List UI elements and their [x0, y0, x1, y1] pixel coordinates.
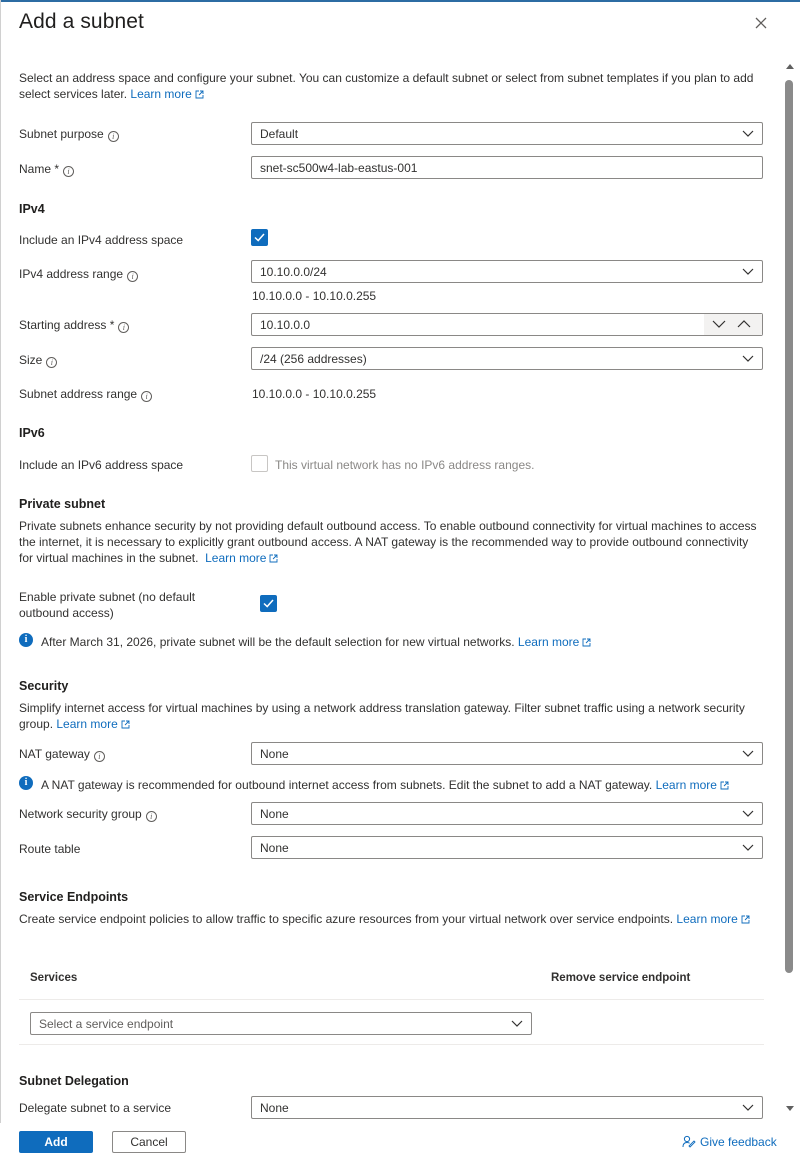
size-label — [19, 352, 57, 368]
scroll-down-arrow-icon[interactable] — [786, 1106, 794, 1111]
scroll-up-arrow-icon[interactable] — [786, 64, 794, 69]
chevron-down-icon — [742, 1102, 754, 1112]
starting-address-label-text: Starting address * — [19, 318, 115, 332]
service-endpoints-learn-more-label: Learn more — [676, 912, 738, 926]
private-subnet-desc-line3: for virtual machines in the subnet. — [19, 551, 199, 565]
ipv6-include-checkbox[interactable] — [251, 455, 268, 472]
panel-header — [0, 0, 800, 60]
subnet-address-range-label — [19, 386, 152, 402]
subnet-purpose-value: Default — [260, 127, 299, 141]
ipv6-include-label: Include an IPv6 address space — [19, 458, 184, 472]
panel-footer — [0, 1123, 800, 1171]
info-circle-icon: i — [19, 776, 33, 790]
chevron-down-icon — [742, 808, 754, 818]
ipv6-disabled-note: This virtual network has no IPv6 address ranges. — [275, 458, 535, 472]
private-subnet-heading: Private subnet — [19, 497, 106, 511]
name-label-text: Name * — [19, 162, 60, 176]
info-circle-icon: i — [19, 633, 33, 647]
delegation-dropdown[interactable] — [251, 1096, 763, 1119]
nsg-dropdown[interactable] — [251, 802, 763, 825]
subnet-purpose-label — [19, 126, 119, 142]
private-subnet-desc-line2: the internet, it is necessary to explicitly grant outbound access. A NAT gateway is the recommended way to provide outbound connectivity — [19, 535, 749, 549]
give-feedback-label: Give feedback — [700, 1135, 777, 1149]
service-endpoints-description — [19, 911, 779, 927]
security-desc-line2: group. — [19, 717, 54, 731]
route-table-value: None — [260, 841, 289, 855]
add-button[interactable]: Add — [19, 1131, 93, 1153]
security-learn-more-label: Learn more — [56, 717, 118, 731]
panel-content[interactable] — [0, 60, 782, 1123]
external-link-icon — [720, 781, 729, 790]
subnet-address-range-value: 10.10.0.0 - 10.10.0.255 — [252, 387, 377, 401]
nsg-label — [19, 806, 157, 822]
private-subnet-learn-more-label: Learn more — [205, 551, 267, 565]
nat-gateway-info-learn-more-link[interactable] — [656, 778, 729, 792]
route-table-dropdown[interactable] — [251, 836, 763, 859]
table-divider — [19, 999, 764, 1000]
ipv6-heading: IPv6 — [19, 426, 45, 440]
delegation-label: Delegate subnet to a service — [19, 1101, 172, 1115]
chevron-down-icon — [742, 266, 754, 276]
nat-gateway-value: None — [260, 747, 289, 761]
info-icon[interactable]: i — [108, 131, 119, 142]
nat-gateway-info-text: A NAT gateway is recommended for outbound internet access from subnets. Edit the subnet to add a NAT gateway. — [41, 778, 653, 792]
size-dropdown[interactable] — [251, 347, 763, 370]
security-desc-line1: Simplify internet access for virtual machines by using a network address translation gateway. Filter subnet traffic using a network security — [19, 701, 745, 715]
service-endpoints-learn-more-link[interactable] — [676, 912, 749, 926]
name-input[interactable] — [251, 156, 763, 179]
private-subnet-info-learn-more-link[interactable] — [518, 635, 591, 649]
nsg-label-text: Network security group — [19, 807, 142, 821]
panel-title: Add a subnet — [19, 10, 144, 33]
service-endpoints-desc-text: Create service endpoint policies to allow traffic to specific azure resources from your virtual network over service endpoints. — [19, 912, 674, 926]
chevron-down-icon — [742, 353, 754, 363]
nat-gateway-label-text: NAT gateway — [19, 747, 90, 761]
chevron-down-icon[interactable] — [712, 319, 726, 329]
security-heading: Security — [19, 679, 69, 693]
enable-private-subnet-label-line2: outbound access) — [19, 606, 114, 620]
info-icon[interactable]: i — [94, 751, 105, 762]
private-subnet-info-text: After March 31, 2026, private subnet will be the default selection for new virtual networks. — [41, 635, 515, 649]
checkmark-icon — [262, 597, 275, 610]
starting-address-input[interactable] — [251, 313, 763, 336]
starting-address-label — [19, 317, 129, 333]
private-subnet-learn-more-link[interactable] — [205, 551, 278, 565]
service-endpoint-placeholder: Select a service endpoint — [39, 1017, 174, 1031]
feedback-icon — [682, 1135, 696, 1148]
delegation-value: None — [260, 1101, 289, 1115]
name-value: snet-sc500w4-lab-eastus-001 — [260, 161, 418, 175]
starting-address-value: 10.10.0.0 — [260, 318, 311, 332]
chevron-down-icon — [511, 1018, 523, 1028]
starting-address-stepper — [704, 314, 762, 335]
nat-gateway-info-learn-more-label: Learn more — [655, 778, 717, 792]
scrollbar-thumb[interactable] — [785, 80, 793, 973]
private-subnet-desc-line1: Private subnets enhance security by not providing default outbound access. To enable outbound connectivity for virtual machines to access — [19, 519, 757, 533]
size-value: /24 (256 addresses) — [260, 352, 367, 366]
ipv4-include-label: Include an IPv4 address space — [19, 233, 184, 247]
info-icon[interactable]: i — [146, 811, 157, 822]
chevron-down-icon — [742, 748, 754, 758]
give-feedback-link[interactable] — [682, 1135, 777, 1149]
private-subnet-info — [41, 634, 591, 650]
subnet-purpose-dropdown[interactable] — [251, 122, 763, 145]
enable-private-subnet-label-line1: Enable private subnet (no default — [19, 590, 196, 604]
nat-gateway-label — [19, 746, 105, 762]
intro-description: Select an address space and configure your subnet. You can customize a default subnet or select from subnet templates if you plan to add select services later. — [19, 71, 754, 101]
external-link-icon — [741, 915, 750, 924]
services-column-header: Services — [30, 972, 78, 984]
external-link-icon — [269, 554, 278, 563]
table-divider — [19, 1044, 764, 1045]
chevron-down-icon — [742, 128, 754, 138]
info-icon[interactable]: i — [141, 391, 152, 402]
security-learn-more-link[interactable] — [56, 717, 129, 731]
vertical-scrollbar[interactable] — [783, 60, 797, 1123]
size-label-text: Size — [19, 353, 43, 367]
info-icon[interactable]: i — [63, 166, 74, 177]
external-link-icon — [582, 638, 591, 647]
info-icon[interactable]: i — [46, 357, 57, 368]
chevron-down-icon — [742, 842, 754, 852]
external-link-icon — [195, 90, 204, 99]
subnet-delegation-heading: Subnet Delegation — [19, 1074, 129, 1088]
ipv4-range-value: 10.10.0.0/24 — [260, 265, 327, 279]
chevron-up-icon[interactable] — [737, 319, 751, 329]
ipv4-range-dropdown[interactable] — [251, 260, 763, 283]
checkmark-icon — [253, 231, 266, 244]
subnet-address-range-label-text: Subnet address range — [19, 387, 138, 401]
external-link-icon — [121, 720, 130, 729]
route-table-label: Route table — [19, 842, 81, 856]
security-description — [19, 700, 779, 732]
nsg-value: None — [260, 807, 289, 821]
nat-gateway-info — [41, 777, 729, 793]
ipv4-heading: IPv4 — [19, 202, 45, 216]
remove-endpoint-column-header: Remove service endpoint — [551, 972, 691, 984]
intro-learn-more-label: Learn more — [130, 87, 192, 101]
cancel-button[interactable]: Cancel — [112, 1131, 186, 1153]
name-label — [19, 161, 74, 177]
info-icon[interactable]: i — [118, 322, 129, 333]
nat-gateway-dropdown[interactable] — [251, 742, 763, 765]
ipv4-range-label — [19, 266, 138, 282]
service-endpoints-heading: Service Endpoints — [19, 890, 129, 904]
enable-private-subnet-label — [19, 589, 195, 621]
ipv4-range-label-text: IPv4 address range — [19, 267, 124, 281]
private-subnet-description — [19, 518, 779, 566]
close-icon[interactable] — [752, 14, 770, 32]
private-subnet-info-learn-more-label: Learn more — [517, 635, 580, 649]
intro-learn-more-link[interactable] — [130, 87, 203, 101]
info-icon[interactable]: i — [127, 271, 138, 282]
subnet-purpose-label-text: Subnet purpose — [19, 127, 104, 141]
service-endpoint-dropdown[interactable] — [30, 1012, 532, 1035]
ipv4-range-hint: 10.10.0.0 - 10.10.0.255 — [252, 289, 377, 303]
enable-private-subnet-checkbox[interactable] — [260, 595, 277, 612]
ipv4-include-checkbox[interactable] — [251, 229, 268, 246]
intro-text — [19, 70, 764, 102]
